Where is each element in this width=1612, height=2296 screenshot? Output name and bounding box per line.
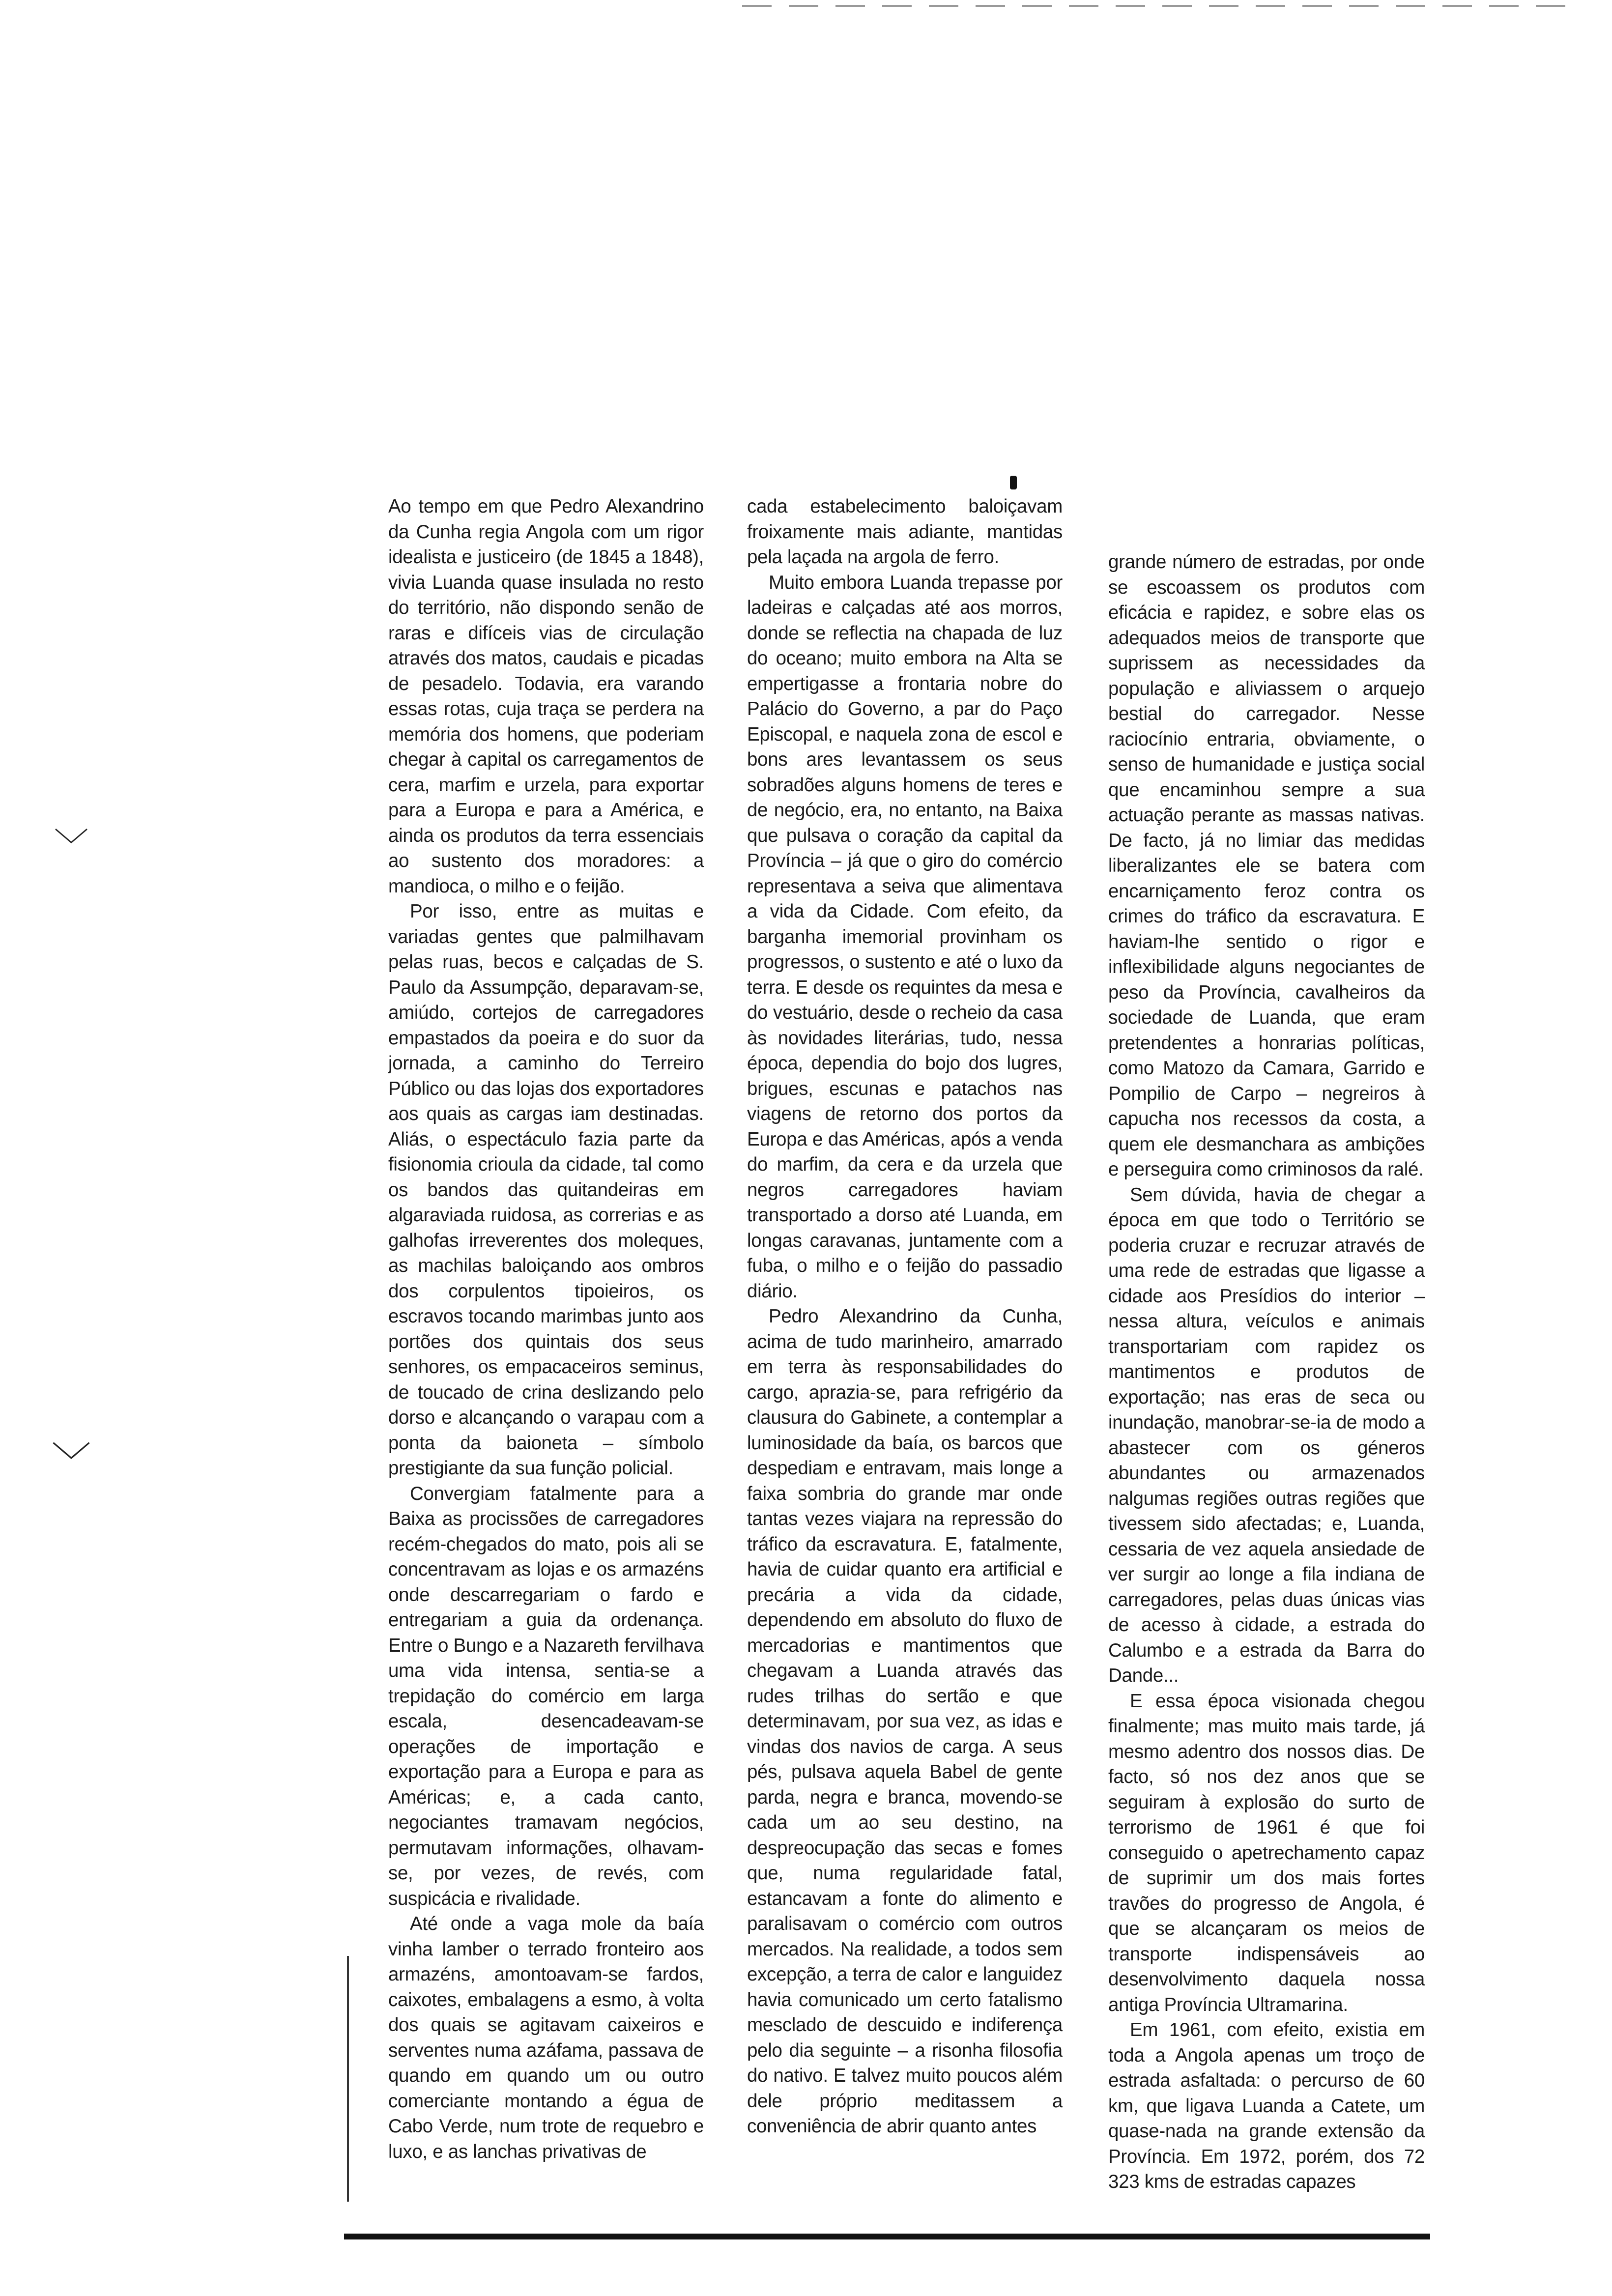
paragraph: cada estabelecimento baloiçavam froixamente mais adiante, mantidas pela laçada na argola de ferro. — [747, 496, 1063, 568]
left-edge-rule — [347, 1956, 349, 2202]
paragraph: Sem dúvida, havia de chegar a época em que todo o Território se poderia cruzar e recruzar através de uma rede de estradas que ligasse a cidade aos Presídios do interior – nessa altura, veículos e animais transportariam com rapidez os mantimentos e produtos de exportação; nas eras de seca ou inundação, manobrar-se-ia de modo a abastecer com os géneros abundantes ou armazenados nalgumas regiões outras regiões que tivessem sido afectadas; e, Luanda, cessaria de vez aquela ansiedade de ver surgir ao longe a fila indiana de carregadores, pelas duas únicas vias de acesso à cidade, a estrada do Calumbo e a estrada da Barra do Dande... — [1108, 1184, 1425, 1686]
paragraph: Até onde a vaga mole da baía vinha lamber o terrado fronteiro aos armazéns, amontoavam-se fardos, caixotes, embalagens a esmo, à volta dos quais se agitavam caixeiros e serventes numa azáfama, passava de quando em quando um ou outro comerciante montando a égua de Cabo Verde, num trote de requebro e luxo, e as lanchas privativas de — [388, 1913, 704, 2162]
margin-mark: ﹀ — [54, 826, 88, 866]
paragraph: E essa época visionada chegou finalmente; mas muito mais tarde, já mesmo adentro dos nossos dias. De facto, só nos dez anos que se seguiram à explosão do surto de terrorismo de 1961 é que foi conseguido o apetrechamento capaz de suprimir um dos mais fortes travões do progresso de Angola, é que se alcançaram os meios de transporte indispensáveis ao desenvolvimento daquela nossa antiga Província Ultramarina. — [1108, 1690, 1425, 2015]
article-column-2 — [747, 494, 1063, 2219]
paragraph: Convergiam fatalmente para a Baixa as procissões de carregadores recém-chegados do mato, pois ali se concentravam as lojas e os armazéns onde descarregariam o fardo e entregariam a guia da ordenança. Entre o Bungo e a Nazareth fervilhava uma vida intensa, sentia-se a trepidação do comércio em larga escala, desencadeavam-se operações de importação e exportação para a Europa e para as Américas; e, a cada canto, negociantes tramavam negócios, permutavam informações, olhavam-se, por vezes, de revés, com suspicácia e rivalidade. — [388, 1483, 704, 1909]
paragraph: Pedro Alexandrino da Cunha, acima de tudo marinheiro, amarrado em terra às responsabilidades do cargo, aprazia-se, para refrigério da clausura do Gabinete, a contemplar a luminosidade da baía, os barcos que despediam e entravam, mais longe a faixa sombria do grande mar onde tantas vezes viajara na repressão do tráfico da escravatura. E, fatalmente, havia de cuidar quanto era artificial e precária a vida da cidade, dependendo em absoluto do fluxo de mercadorias e mantimentos que chegavam a Luanda através das rudes trilhas do sertão e que determinavam, por sua vez, as idas e vindas dos navios de carga. A seus pés, pulsava aquela Babel de gente parda, negra e branca, movendo-se cada um ao seu destino, na despreocupação das secas e fomes que, numa regularidade fatal, estancavam a fonte do alimento e paralisavam o comércio com outros mercados. Na realidade, a todos sem excepção, a terra de calor e languidez havia comunicado um certo fatalismo mesclado de descuido e indiferença pelo dia seguinte – a risonha filosofia do nativo. E talvez muito poucos além dele próprio meditassem a conveniência de abrir quanto antes — [747, 1306, 1063, 2137]
paragraph: grande número de estradas, por onde se escoassem os produtos com eficácia e rapidez, e sobre elas os adequados meios de transporte que suprissem as necessidades da população e aliviassem o arquejo bestial do carregador. Nesse raciocínio entraria, obviamente, o senso de humanidade e justiça social que encaminhou sempre a sua actuação perante as massas nativas. De facto, já no limiar das medidas liberalizantes ele se batera com encarniçamento feroz contra os crimes do tráfico da escravatura. E haviam-lhe sentido o rigor e inflexibilidade alguns negociantes de peso da Província, cavalheiros da sociedade de Luanda, que eram pretendentes a honrarias políticas, como Matozo da Camara, Garrido e Pompilio de Carpo – negreiros à capucha nos recessos da costa, a quem ele desmanchara as ambições e perseguira como criminosos da ralé. — [1108, 551, 1425, 1180]
bottom-rule — [344, 2234, 1430, 2239]
article-column-3 — [1108, 549, 1425, 2223]
paragraph: Ao tempo em que Pedro Alexandrino da Cunha regia Angola com um rigor idealista e justiceiro (de 1845 a 1848), vivia Luanda quase insulada no resto do território, não dispondo senão de raras e difíceis vias de circulação através dos matos, caudais e picadas de pesadelo. Todavia, era varando essas rotas, cuja traça se perdera na memória dos homens, que poderiam chegar à capital os carregamentos de cera, marfim e urzela, para exportar para a Europa e para a América, e ainda os produtos da terra essenciais ao sustento dos moradores: a mandioca, o milho e o feijão. — [388, 496, 704, 897]
paragraph: Em 1961, com efeito, existia em toda a Angola apenas um troço de estrada asfaltada: o percurso de 60 km, que ligava Luanda a Catete, um quase-nada na grande extensão da Província. Em 1972, porém, dos 72 323 kms de estradas capazes — [1108, 2019, 1425, 2192]
margin-mark: ﹀ — [52, 1439, 91, 1485]
article-column-1 — [388, 494, 704, 2219]
paragraph: Por isso, entre as muitas e variadas gentes que palmilhavam pelas ruas, becos e calçadas de S. Paulo da Assumpção, deparavam-se, amiúdo, cortejos de carregadores empastados da poeira e do suor da jornada, a caminho do Terreiro Público ou das lojas dos exportadores aos quais as cargas iam destinadas. Aliás, o espectáculo fazia parte da fisionomia crioula da cidade, tal como os bandos das quitandeiras em algaraviada ruidosa, as correrias e as galhofas irreverentes dos moleques, as machilas baloiçando aos ombros dos corpulentos tipoieiros, os escravos tocando marimbas junto aos portões dos quintais dos seus senhores, os empacaceiros seminus, de toucado de crina deslizando pelo dorso e alcançando o varapau com a ponta da baioneta – símbolo prestigiante da sua função policial. — [388, 901, 704, 1479]
paragraph: Muito embora Luanda trepasse por ladeiras e calçadas até aos morros, donde se reflectia na chapada de luz do oceano; muito embora na Alta se empertigasse a frontaria nobre do Palácio do Governo, a par do Paço Episcopal, e naquela zona de escol e bons ares levantassem os seus sobradões alguns homens de teres e de negócio, era, no entanto, na Baixa que pulsava o coração da capital da Província – já que o giro do comércio representava a seiva que alimentava a vida da Cidade. Com efeito, da barganha imemorial provinham os progressos, o sustento e até o luxo da terra. E desde os requintes da mesa e do vestuário, desde o recheio da casa às novidades literárias, tudo, nessa época, dependia do bojo dos lugres, brigues, escunas e patachos nas viagens de retorno dos portos da Europa e das Américas, após a venda do marfim, da cera e da urzela que negros carregadores haviam transportado a dorso até Luanda, em longas caravanas, juntamente com a fuba, o milho e o feijão do passadio diário. — [747, 572, 1063, 1302]
top-edge-rule — [742, 5, 1578, 7]
column-bullet-mark — [1010, 476, 1017, 489]
